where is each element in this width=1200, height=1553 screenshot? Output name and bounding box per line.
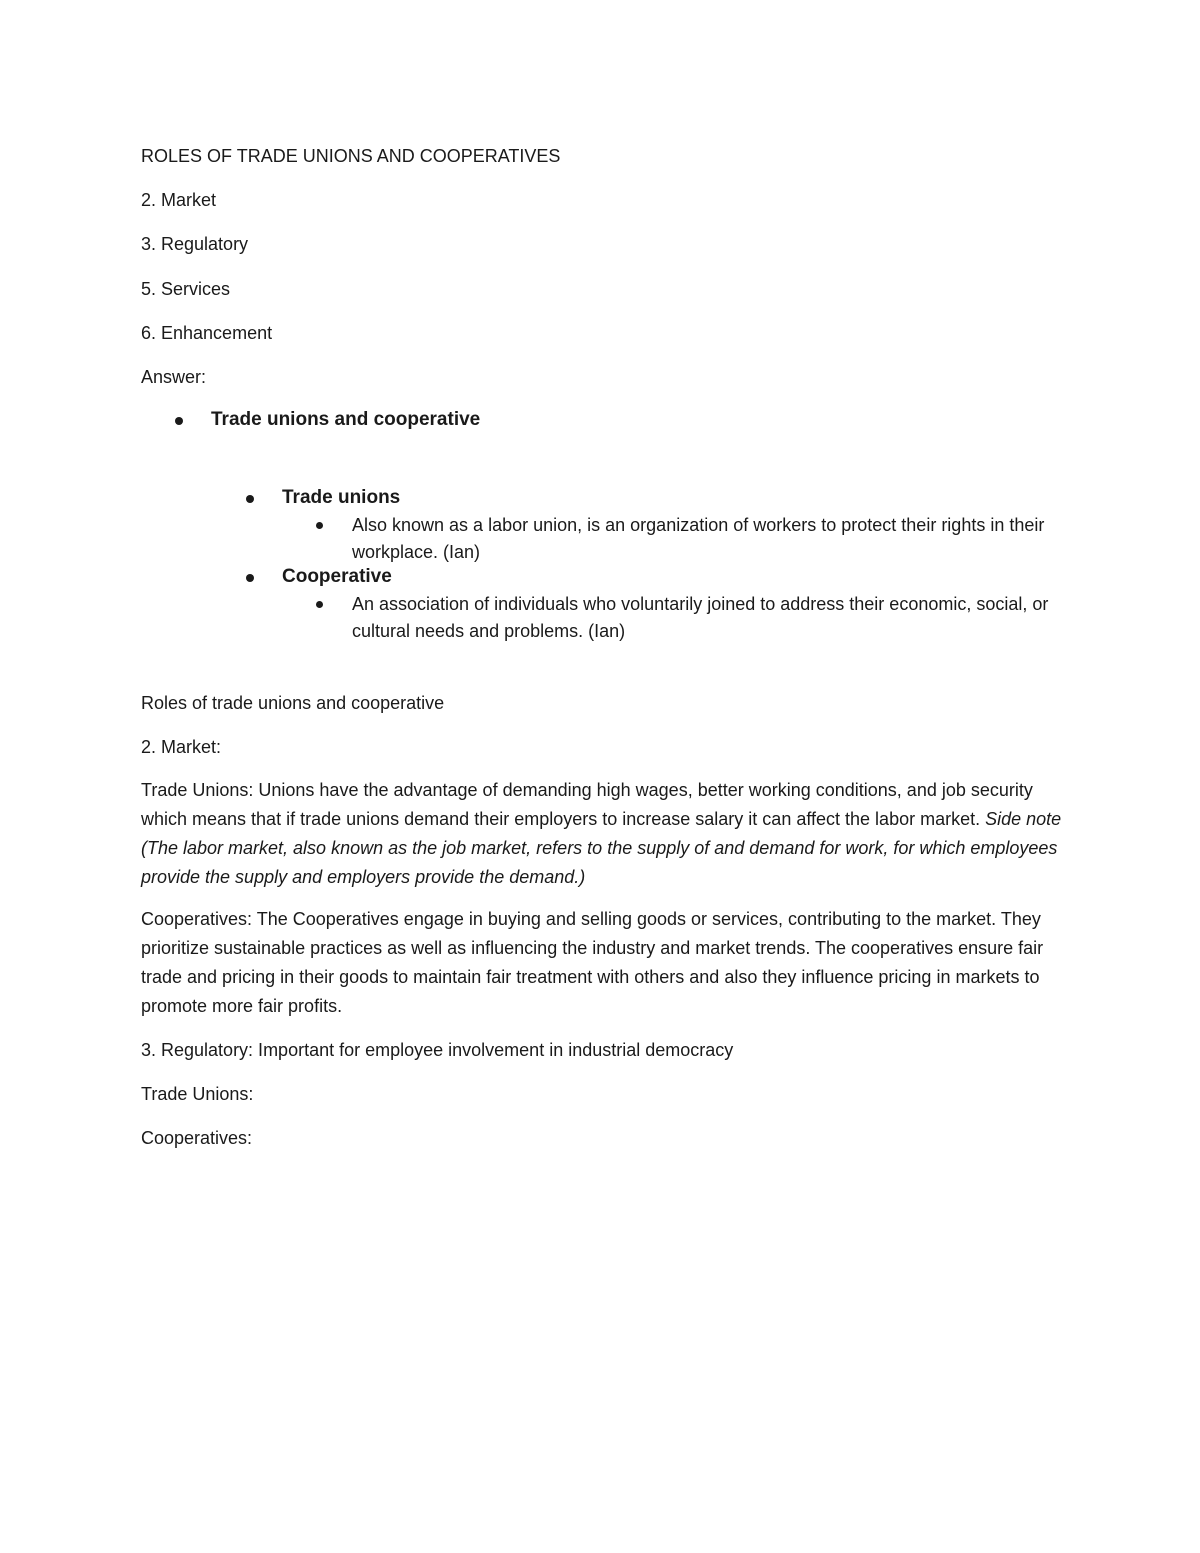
cooperative-definition: An association of individuals who voluntarily joined to address their economic, social, or cultural needs and problems. (Ian) bbox=[352, 594, 1049, 641]
regulatory-trade-unions: Trade Unions: bbox=[141, 1084, 254, 1104]
document-title: ROLES OF TRADE UNIONS AND COOPERATIVES bbox=[141, 146, 561, 166]
bullet-icon bbox=[246, 574, 254, 582]
trade-unions-definition: Also known as a labor union, is an organization of workers to protect their rights in their workplace. (Ian) bbox=[352, 515, 1045, 562]
cooperative-heading: Cooperative bbox=[282, 566, 392, 587]
bullet-icon bbox=[175, 417, 183, 425]
bullet-main-label: Trade unions and cooperative bbox=[211, 409, 481, 430]
market-cooperatives-paragraph: Cooperatives: The Cooperatives engage in buying and selling goods or services, contributing to the market. They prioritize sustainable practices as well as influencing the industry and market trends. The cooperatives ensure fair trade and pricing in their goods to maintain fair treatment with others and also they influence pricing in markets to promote more fair profits. bbox=[141, 909, 1044, 1016]
list-item: 2. Market bbox=[141, 190, 217, 210]
bullet-icon bbox=[246, 495, 254, 503]
market-heading: 2. Market: bbox=[141, 737, 222, 757]
bullet-icon bbox=[316, 522, 323, 529]
roles-heading: Roles of trade unions and cooperative bbox=[141, 693, 445, 713]
answer-label: Answer: bbox=[141, 367, 207, 387]
trade-unions-heading: Trade unions bbox=[282, 487, 401, 508]
regulatory-heading: 3. Regulatory: Important for employee involvement in industrial democracy bbox=[141, 1040, 734, 1060]
bullet-icon bbox=[316, 601, 323, 608]
list-item: 5. Services bbox=[141, 279, 231, 299]
list-item: 6. Enhancement bbox=[141, 323, 273, 343]
market-trade-unions-text: Trade Unions: Unions have the advantage of demanding high wages, better working conditions, and job security which means that if trade unions demand their employers to increase salary it can affect the labor market. bbox=[141, 780, 1033, 829]
market-side-note: Side note (The labor market, also known as the job market, refers to the supply of and demand for work, for which employees provide the supply and employers provide the demand.) bbox=[141, 809, 1062, 887]
list-item: 3. Regulatory bbox=[141, 234, 249, 254]
market-trade-unions-paragraph bbox=[141, 776, 1071, 892]
regulatory-cooperatives: Cooperatives: bbox=[141, 1128, 253, 1148]
